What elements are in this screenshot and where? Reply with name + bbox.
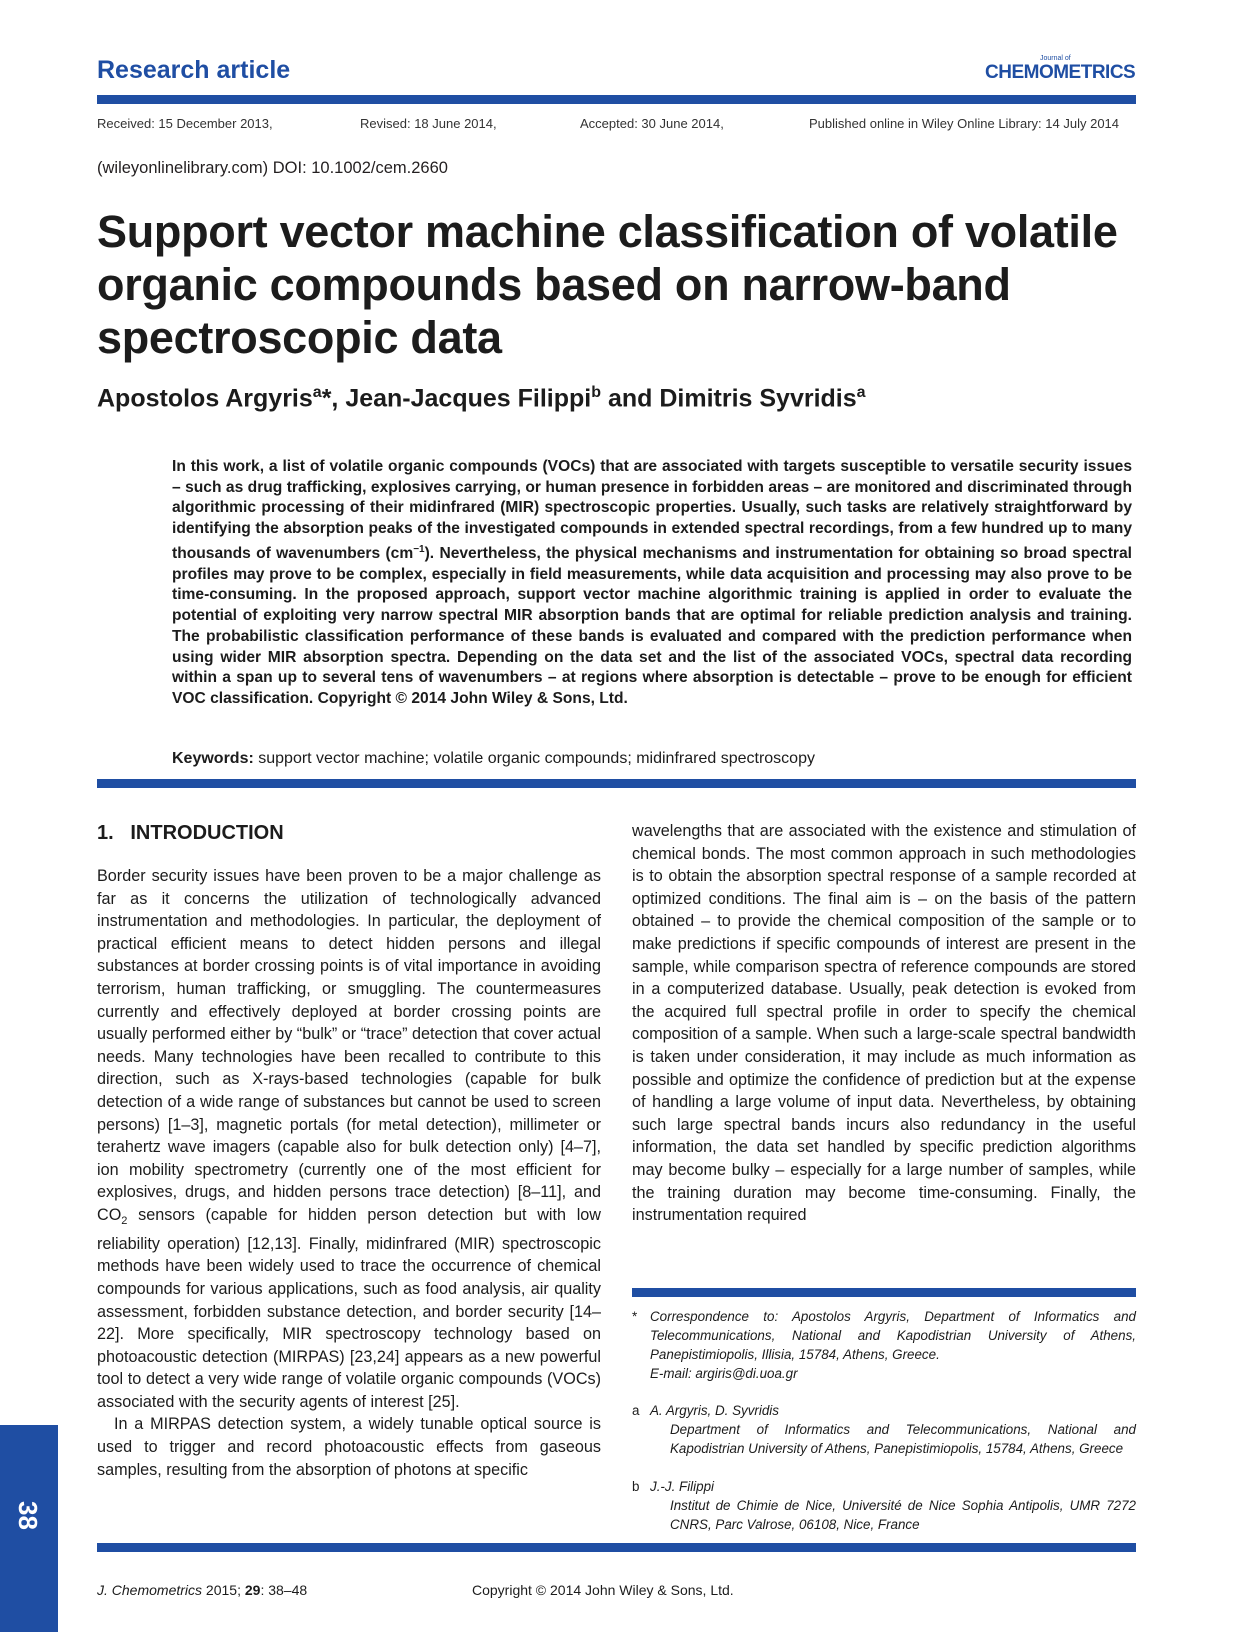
author-name: Jean-Jacques Filippi [345,384,592,413]
author-affil-mark: b [591,384,602,401]
correspondence-email[interactable]: E-mail: argiris@di.uoa.gr [650,1366,798,1381]
left-column [97,865,601,1481]
author-name: Dimitris Syvridis [659,384,857,413]
author-separator: and [601,384,660,413]
accepted-date: Accepted: 30 June 2014, [580,116,724,131]
footer-journal: J. Chemometrics [97,1582,203,1598]
published-date: Published online in Wiley Online Library: 14 July 2014 [809,116,1120,131]
affiliation-text: Department of Informatics and Telecommunications, National and Kapodistrian University of Athens, Panepistimiopolis, 15784, Athens, Greece [670,1422,1136,1456]
paragraph [97,865,601,1413]
right-column [632,820,1136,1227]
author-affil-mark: a [856,384,866,401]
article-title: Support vector machine classification of volatile organic compounds based on narrow-band spectroscopic data [97,206,1118,364]
revised-date: Revised: 18 June 2014, [360,116,497,131]
journal-logo: CHEMOMETRICS [985,62,1136,83]
affiliation-names: J.-J. Filippi [650,1479,714,1494]
footnote-rule [632,1288,1136,1297]
affiliation-a [632,1401,1136,1458]
footnote-mark: * [632,1309,638,1324]
abstract-text: ). Nevertheless, the physical mechanisms and instrumentation for obtaining so broad spectral profiles may prove to be complex, especially in field measurements, while data acquisition and processing may also prove to be time-consuming. In the proposed approach, support vector machine algorithmic training is applied in order to evaluate the potential of exploiting very narrow spectral MIR absorption bands that are optimal for reliable prediction analysis and training. The probabilistic classification performance of these bands is evaluated and compared with the prediction performance when using wider MIR absorption spectra. Depending on the data set and the list of the associated VOCs, spectral data recording within a span up to several tens of wavenumbers – at regions where absorption is detectable – prove to be enough for efficient VOC classification. Copyright © 2014 John Wiley & Sons, Ltd. [172,545,1132,707]
paragraph-text: Border security issues have been proven to be a major challenge as far as it concerns the utilization of technologically advanced instrumentation and methodologies. In particular, the deployment of practical efficient means to detect hidden persons and illegal substances at border crossing points is of vital importance in avoiding terrorism, human trafficking, or smuggling. The countermeasures currently and effectively deployed at border crossing points are usually performed either by “bulk” or “trace” detection that cover actual needs. Many technologies have been recalled to contribute to this direction, such as X-rays-based technologies (capable for bulk detection of a wide range of substances but cannot be used to screen persons) [1–3], magnetic portals (for metal detection), millimeter or terahertz wave imagers (capable also for bulk detection only) [4–7], ion mobility spectrometry (currently one of the most efficient for explosives, drugs, and hidden persons trace detection) [8–11], and CO [97,867,601,1224]
paragraph: In a MIRPAS detection system, a widely tunable optical source is used to trigger and record photoacoustic effects from gaseous samples, resulting from the absorption of photons at specific [97,1415,601,1479]
footer-pages: : 38–48 [260,1582,308,1598]
author-list [97,384,866,413]
footnote-mark: b [632,1479,640,1494]
header-rule [97,95,1136,104]
keywords-text: support vector machine; volatile organic compounds; midinfrared spectroscopy [253,750,815,767]
correspondence-text: Correspondence to: Apostolos Argyris, Department of Informatics and Telecommunications, National and Kapodistrian University of Athens, Panepistimiopolis, Illisia, 15784, Athens, Greece. [650,1309,1136,1362]
journal-small-label: Journal of [1040,55,1071,62]
keywords [172,750,815,768]
abstract [172,457,1132,710]
correspondence-note [632,1307,1136,1383]
paragraph-text: sensors (capable for hidden person detection but with low reliability operation) [12,13]. Finally, midinfrared (MIR) spectroscopic methods have been widely used to trace the occurrence of chemical compounds for various applications, such as food analysis, air quality assessment, forbidden substance detection, and border security [14–22]. More specifically, MIR spectroscopy technology based on photoacoustic detection (MIRPAS) [23,24] appears as a new powerful tool to detect a very wide range of volatile organic compounds (VOCs) associated with the security agents of interest [25]. [97,1205,601,1411]
footnote-mark: a [632,1403,640,1418]
doi: (wileyonlinelibrary.com) DOI: 10.1002/cem.2660 [97,159,448,177]
article-type: Research article [97,56,291,84]
abstract-text: In this work, a list of volatile organic compounds (VOCs) that are associated with targets susceptible to versatile security issues – such as drug trafficking, explosives carrying, or human presence in forbidden areas – are monitored and discriminated through algorithmic processing of their midinfrared (MIR) spectroscopic properties. Usually, such tasks are relatively straightforward by identifying the absorption peaks of the investigated compounds in extended spectral recordings, from a few hundred up to many thousands of wavenumbers (cm [172,458,1132,562]
footer-rule [97,1543,1136,1552]
abstract-rule [97,779,1136,788]
affiliation-names: A. Argyris, D. Syvridis [650,1403,779,1418]
footer-year: 2015; [202,1582,245,1598]
affiliation-b [632,1477,1136,1534]
author-separator: *, [321,384,346,413]
keywords-label: Keywords: [172,750,254,767]
subscript: 2 [121,1215,128,1228]
footer-citation [97,1582,307,1598]
section-heading: 1. INTRODUCTION [97,822,284,844]
author-name: Apostolos Argyris [97,384,313,413]
affiliation-text: Institut de Chimie de Nice, Université de Nice Sophia Antipolis, UMR 7272 CNRS, Parc Valrose, 06108, Nice, France [670,1498,1136,1532]
received-date: Received: 15 December 2013, [97,116,273,131]
footer-copyright: Copyright © 2014 John Wiley & Sons, Ltd. [472,1582,734,1598]
paragraph: wavelengths that are associated with the existence and stimulation of chemical bonds. The most common approach in such methodologies is to obtain the absorption spectral response of a sample recorded at optimized conditions. The final aim is – on the basis of the pattern obtained – to provide the chemical composition of the sample or to make predictions if specific compounds of interest are present in the sample, while comparison spectra of reference compounds are stored in a computerized database. Usually, peak detection is evoked from the acquired full spectral profile in order to specify the chemical composition of a sample. When such a large-scale spectral bandwidth is taken under consideration, it may include as much information as possible and optimize the confidence of prediction but at the expense of handling a large volume of input data. Nevertheless, by obtaining such large spectral bands incurs also redundancy in the useful information, the data set handled by specific prediction algorithms may become bulky – especially for a large number of samples, while the training duration may become time-consuming. Finally, the instrumentation required [632,822,1136,1225]
author-affil-mark: a [312,384,322,401]
footer-volume: 29 [244,1582,261,1598]
page-number: 38 [12,1501,43,1530]
abstract-superscript: −1 [413,543,425,555]
